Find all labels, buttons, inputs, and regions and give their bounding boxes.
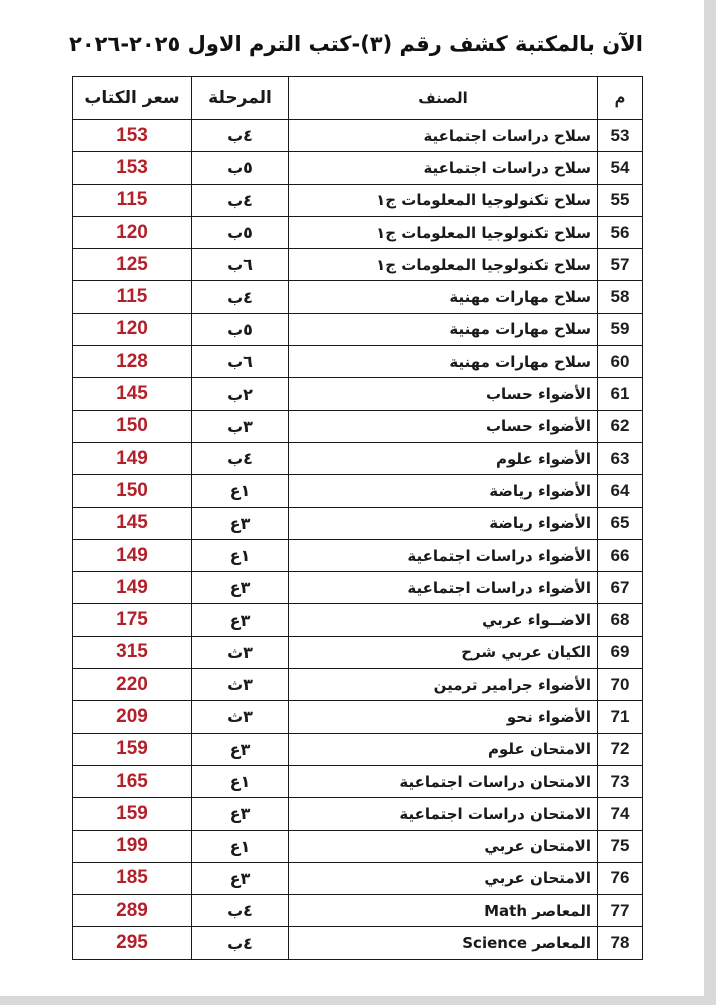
- table-header: [73, 77, 643, 120]
- row-number: 54: [598, 152, 643, 184]
- row-number: 70: [598, 669, 643, 701]
- row-price: 145: [73, 507, 192, 539]
- row-price: 209: [73, 701, 192, 733]
- row-stage: ٤ب: [192, 184, 289, 216]
- table-row: [73, 830, 643, 862]
- table-row: [73, 216, 643, 248]
- table-row: [73, 281, 643, 313]
- row-number: 77: [598, 895, 643, 927]
- row-price: 153: [73, 152, 192, 184]
- row-price: 165: [73, 765, 192, 797]
- row-number: 59: [598, 313, 643, 345]
- row-stage: ٥ب: [192, 313, 289, 345]
- row-number: 63: [598, 442, 643, 474]
- row-item-name: الأضواء رياضة: [289, 507, 598, 539]
- row-stage: ١ع: [192, 475, 289, 507]
- table-body: [73, 120, 643, 960]
- row-item-name: سلاح مهارات مهنية: [289, 346, 598, 378]
- row-item-name: الأضواء نحو: [289, 701, 598, 733]
- row-number: 74: [598, 798, 643, 830]
- row-item-name: المعاصر Math: [289, 895, 598, 927]
- row-stage: ٤ب: [192, 895, 289, 927]
- row-price: 175: [73, 604, 192, 636]
- row-stage: ٣ث: [192, 669, 289, 701]
- row-item-name: الأضواء حساب: [289, 410, 598, 442]
- row-stage: ٤ب: [192, 927, 289, 959]
- row-price: 315: [73, 636, 192, 668]
- row-stage: ٣ع: [192, 604, 289, 636]
- row-number: 69: [598, 636, 643, 668]
- row-stage: ٥ب: [192, 216, 289, 248]
- row-stage: ٣ع: [192, 862, 289, 894]
- row-price: 295: [73, 927, 192, 959]
- table-row: [73, 862, 643, 894]
- row-item-name: الامتحان عربي: [289, 830, 598, 862]
- table-row: [73, 539, 643, 571]
- table-row: [73, 733, 643, 765]
- row-item-name: الكيان عربي شرح: [289, 636, 598, 668]
- header-name: الصنف: [289, 77, 598, 120]
- row-stage: ١ع: [192, 539, 289, 571]
- row-price: 149: [73, 572, 192, 604]
- row-item-name: سلاح دراسات اجتماعية: [289, 120, 598, 152]
- row-number: 55: [598, 184, 643, 216]
- row-price: 120: [73, 216, 192, 248]
- row-item-name: سلاح تكنولوجيا المعلومات ج١: [289, 184, 598, 216]
- table-row: [73, 669, 643, 701]
- row-number: 72: [598, 733, 643, 765]
- table-row: [73, 410, 643, 442]
- table-row: [73, 798, 643, 830]
- table-row: [73, 378, 643, 410]
- header-row: [73, 77, 643, 120]
- table-row: [73, 701, 643, 733]
- row-item-name: سلاح تكنولوجيا المعلومات ج١: [289, 249, 598, 281]
- row-number: 60: [598, 346, 643, 378]
- row-number: 64: [598, 475, 643, 507]
- row-item-name: الأضواء رياضة: [289, 475, 598, 507]
- table-row: [73, 895, 643, 927]
- row-number: 65: [598, 507, 643, 539]
- row-stage: ٢ب: [192, 378, 289, 410]
- row-number: 75: [598, 830, 643, 862]
- row-stage: ٤ب: [192, 281, 289, 313]
- row-item-name: سلاح تكنولوجيا المعلومات ج١: [289, 216, 598, 248]
- row-number: 78: [598, 927, 643, 959]
- header-price: سعر الكتاب: [73, 77, 192, 120]
- row-number: 67: [598, 572, 643, 604]
- row-number: 58: [598, 281, 643, 313]
- row-stage: ٣ث: [192, 701, 289, 733]
- row-number: 71: [598, 701, 643, 733]
- row-number: 56: [598, 216, 643, 248]
- row-number: 57: [598, 249, 643, 281]
- row-price: 153: [73, 120, 192, 152]
- header-num: م: [598, 77, 643, 120]
- row-price: 128: [73, 346, 192, 378]
- row-stage: ٣ع: [192, 572, 289, 604]
- row-price: 115: [73, 184, 192, 216]
- row-item-name: الأضواء حساب: [289, 378, 598, 410]
- row-stage: ١ع: [192, 765, 289, 797]
- row-number: 68: [598, 604, 643, 636]
- row-item-name: الامتحان علوم: [289, 733, 598, 765]
- row-price: 199: [73, 830, 192, 862]
- row-price: 159: [73, 798, 192, 830]
- row-number: 61: [598, 378, 643, 410]
- row-price: 125: [73, 249, 192, 281]
- row-stage: ٥ب: [192, 152, 289, 184]
- row-item-name: المعاصر Science: [289, 927, 598, 959]
- row-stage: ٣ع: [192, 798, 289, 830]
- table-row: [73, 346, 643, 378]
- row-price: 289: [73, 895, 192, 927]
- row-number: 73: [598, 765, 643, 797]
- table-row: [73, 313, 643, 345]
- table-row: [73, 604, 643, 636]
- table-row: [73, 249, 643, 281]
- row-stage: ٦ب: [192, 249, 289, 281]
- table-row: [73, 765, 643, 797]
- header-stage: المرحلة: [192, 77, 289, 120]
- table-row: [73, 475, 643, 507]
- row-item-name: الأضواء علوم: [289, 442, 598, 474]
- row-stage: ٦ب: [192, 346, 289, 378]
- price-table: [72, 76, 643, 960]
- row-item-name: سلاح مهارات مهنية: [289, 313, 598, 345]
- row-stage: ٤ب: [192, 120, 289, 152]
- row-price: 145: [73, 378, 192, 410]
- row-item-name: الأضواء دراسات اجتماعية: [289, 572, 598, 604]
- row-item-name: الامتحان دراسات اجتماعية: [289, 798, 598, 830]
- row-price: 120: [73, 313, 192, 345]
- table-row: [73, 572, 643, 604]
- page-title: الآن بالمكتبة كشف رقم (٣)-كتب الترم الاول ٢٠٢٥-٢٠٢٦: [69, 32, 643, 56]
- row-stage: ٣ع: [192, 733, 289, 765]
- row-price: 185: [73, 862, 192, 894]
- table-row: [73, 636, 643, 668]
- row-number: 62: [598, 410, 643, 442]
- row-item-name: الأضواء جرامير ترمين: [289, 669, 598, 701]
- row-item-name: الامتحان عربي: [289, 862, 598, 894]
- row-number: 66: [598, 539, 643, 571]
- row-item-name: الأضواء دراسات اجتماعية: [289, 539, 598, 571]
- table-row: [73, 442, 643, 474]
- row-number: 76: [598, 862, 643, 894]
- row-item-name: الامتحان دراسات اجتماعية: [289, 765, 598, 797]
- row-price: 150: [73, 410, 192, 442]
- table-row: [73, 120, 643, 152]
- row-price: 150: [73, 475, 192, 507]
- row-item-name: سلاح دراسات اجتماعية: [289, 152, 598, 184]
- row-price: 159: [73, 733, 192, 765]
- row-price: 115: [73, 281, 192, 313]
- row-price: 149: [73, 442, 192, 474]
- row-stage: ١ع: [192, 830, 289, 862]
- table-row: [73, 507, 643, 539]
- row-stage: ٤ب: [192, 442, 289, 474]
- table-row: [73, 152, 643, 184]
- table-row: [73, 927, 643, 959]
- row-price: 149: [73, 539, 192, 571]
- table-row: [73, 184, 643, 216]
- row-stage: ٣ع: [192, 507, 289, 539]
- row-stage: ٣ث: [192, 636, 289, 668]
- row-stage: ٣ب: [192, 410, 289, 442]
- row-item-name: سلاح مهارات مهنية: [289, 281, 598, 313]
- row-number: 53: [598, 120, 643, 152]
- row-price: 220: [73, 669, 192, 701]
- row-item-name: الاضــواء عربي: [289, 604, 598, 636]
